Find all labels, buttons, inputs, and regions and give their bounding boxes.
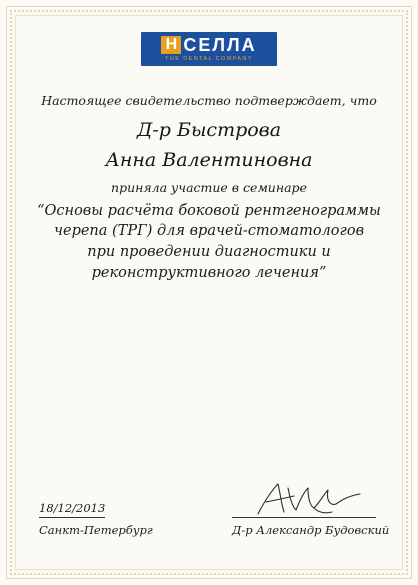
signature-underline xyxy=(232,517,376,518)
logo-letter: Н xyxy=(161,36,181,54)
logo-name: СЕЛЛА xyxy=(183,34,257,55)
logo-tagline: THE DENTAL COMPANY xyxy=(165,56,253,62)
recipient-title-surname: Д-р Быстрова xyxy=(136,119,282,141)
seminar-title-line: черепа (ТРГ) для врачей-стоматологов xyxy=(53,223,365,239)
issue-date: 18/12/2013 xyxy=(39,501,106,515)
company-logo xyxy=(141,32,277,66)
participation-text: приняла участие в семинаре xyxy=(111,180,307,195)
intro-text: Настоящее свидетельство подтверждает, что xyxy=(41,93,377,108)
seminar-title-line: реконструктивного лечения” xyxy=(91,265,327,281)
date-underline xyxy=(39,517,105,518)
issue-city: Санкт-Петербург xyxy=(39,523,153,537)
logo-mark xyxy=(161,35,256,55)
handwritten-signature xyxy=(254,478,364,520)
seminar-title-line: “Основы расчёта боковой рентгенограммы xyxy=(37,203,381,219)
signer-name: Д-р Александр Будовский xyxy=(232,523,390,537)
recipient-given-names: Анна Валентиновна xyxy=(105,149,313,171)
seminar-title-line: при проведении диагностики и xyxy=(87,244,331,260)
